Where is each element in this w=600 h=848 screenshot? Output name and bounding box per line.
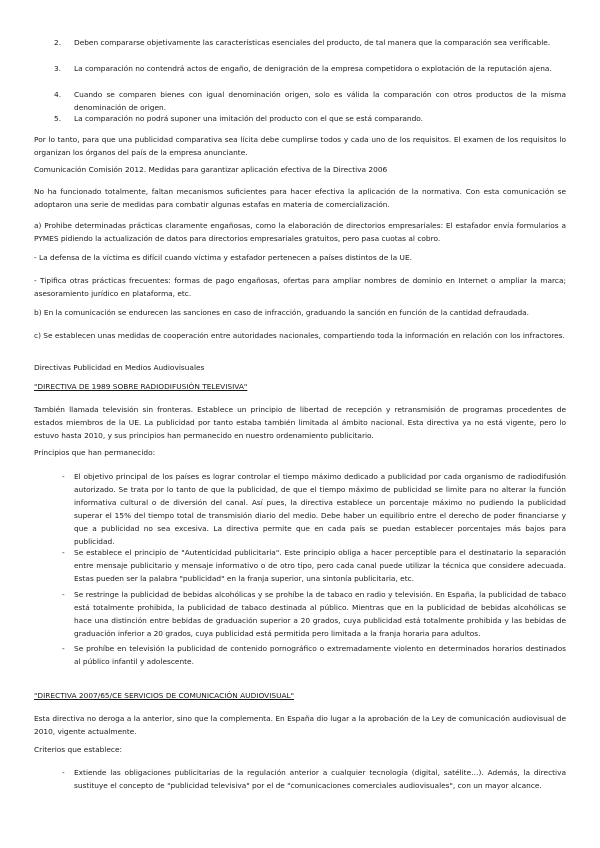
paragraph-no-funcionado: No ha funcionado totalmente, faltan mecanismos suficientes para hacer efectiva la aplicación de la normativa. Con esta comunicación se adoptaron una serie de medidas para combatir algunas estafas en materia de comercialización. bbox=[34, 187, 566, 209]
paragraph-defensa: - La defensa de la víctima es difícil cuando víctima y estafador pertenecen a países distintos de la UE. bbox=[34, 253, 412, 262]
bullet-dash: - bbox=[62, 590, 65, 599]
bullet-dash: - bbox=[62, 768, 65, 777]
heading-comunicacion: Comunicación Comisión 2012. Medidas para garantizar aplicación efectiva de la Directiva 2006 bbox=[34, 165, 388, 174]
list-item: Deben compararse objetivamente las características esenciales del producto, de tal manera que la comparación sea verificable. bbox=[74, 38, 551, 47]
list-number: 5. bbox=[54, 114, 62, 123]
bullet-dash: - bbox=[62, 472, 65, 481]
list-item: Se establece el principio de "Autenticidad publicitaria". Este principio obliga a hacer perceptible para el destinatario la separación entre mensaje publicitario y mensaje informativo o de otro tipo, pero cada canal puede utilizar la técnica que considere adecuada. Estas pueden ser la palabra "publicidad" en la franja superior, una sintonía publicitaria, etc. bbox=[74, 548, 566, 583]
list-number: 3. bbox=[54, 64, 62, 73]
bullet-dash: - bbox=[62, 548, 65, 557]
criterios-heading: Criterios que establece: bbox=[34, 745, 122, 754]
paragraph-esta-directiva: Esta directiva no deroga a la anterior, sino que la complementa. En España dio lugar a la aprobación de la Ley de comunicación audiovisual de 2010, vigente actualmente. bbox=[34, 714, 566, 736]
list-item: El objetivo principal de los países es lograr controlar el tiempo máximo dedicado a publicidad por cada organismo de radiodifusión autorizado. Se trata por lo tanto de que la publicidad, de que el tiempo máximo de publicidad se limite para no alterar la función informativa cultural o de diversión del canal. Así pues, la directiva establece un porcentaje máximo no pudiendo la publicidad superar el 15% del tiempo total de transmisión diario del medio. Debe haber un equilibrio entre el derecho de poder financiarse y que a publicidad no sea excesiva. La directiva permite que en cada país se puedan establecer porcentajes más bajos para publicidad. bbox=[74, 472, 566, 546]
list-item: La comparación no contendrá actos de engaño, de denigración de la empresa competidora o explotación de la reputación ajena. bbox=[74, 64, 552, 73]
list-number: 2. bbox=[54, 38, 62, 47]
heading-directiva-1989: "DIRECTIVA DE 1989 SOBRE RADIODIFUSIÓN TELEVISIVA" bbox=[34, 382, 248, 391]
list-item: Extiende las obligaciones publicitarias de la regulación anterior a cualquier tecnología (digital, satélite…). Además, la directiva sustituye el concepto de "publicidad televisiva" por el de "comunicaciones comerciales audiovisuales", con un mayor alcance. bbox=[74, 768, 566, 790]
list-item: Se restringe la publicidad de bebidas alcohólicas y se prohíbe la de tabaco en radio y televisión. En España, la publicidad de tabaco está totalmente prohibida, la publicidad de tabaco destinada al público. Mientras que en la publicidad de bebidas alcohólicas se hace una distinción entre bebidas de graduación superior a 20 grados, cuya publicidad está totalmente prohibida y las bebidas de graduación inferior a 20 grados, cuya publicidad está permitida pero limitada a la franja horaria para adultos. bbox=[74, 590, 566, 638]
paragraph-requisitos: Por lo tanto, para que una publicidad comparativa sea lícita debe cumplirse todos y cada uno de los requisitos. El examen de los requisitos lo organizan los órganos del país de la empresa anunciante. bbox=[34, 135, 566, 157]
paragraph-c: c) Se establecen unas medidas de cooperación entre autoridades nacionales, compartiendo toda la información en relación con los infractores. bbox=[34, 331, 565, 340]
bullet-dash: - bbox=[62, 644, 65, 653]
principios-heading: Principios que han permanecido: bbox=[34, 448, 156, 457]
paragraph-tipifica: - Tipifica otras prácticas frecuentes: formas de pago engañosas, ofertas para ampliar nombres de dominio en Internet o ampliar la marca; asesoramiento jurídico en plataforma, etc. bbox=[34, 276, 566, 298]
heading-directivas: Directivas Publicidad en Medios Audiovisuales bbox=[34, 363, 205, 372]
list-number: 4. bbox=[54, 90, 62, 99]
list-item: Se prohíbe en televisión la publicidad de contenido pornográfico o extremadamente violento en determinados horarios destinados al público infantil y adolescente. bbox=[74, 644, 566, 666]
list-item: Cuando se comparen bienes con igual denominación origen, solo es válida la comparación con otros productos de la misma denominación de origen. bbox=[74, 90, 566, 112]
paragraph-b: b) En la comunicación se endurecen las sanciones en caso de infracción, graduando la sanción en función de la cantidad defraudada. bbox=[34, 308, 530, 317]
paragraph-tambien: También llamada televisión sin fronteras. Establece un principio de libertad de recepción y retransmisión de programas procedentes de estados miembros de la UE. La publicidad por tanto estaba también limitada al ámbito nacional. Esta directiva ya no está vigente, pero lo estuvo hasta 2010, y sus principios han permanecido en nuestro ordenamiento publicitario. bbox=[34, 405, 566, 440]
heading-directiva-2007: "DIRECTIVA 2007/65/CE SERVICIOS DE COMUNICACIÓN AUDIOVISUAL" bbox=[34, 691, 295, 700]
paragraph-a: a) Prohibe determinadas prácticas claramente engañosas, como la elaboración de directorios empresariales: El estafador envía formularios a PYMES pidiendo la actualización de datos para directorios empresariales gratuitos, pero pasa cuotas al cobro. bbox=[34, 221, 566, 243]
list-item: La comparación no podrá suponer una imitación del producto con el que se está comparando. bbox=[74, 114, 424, 123]
